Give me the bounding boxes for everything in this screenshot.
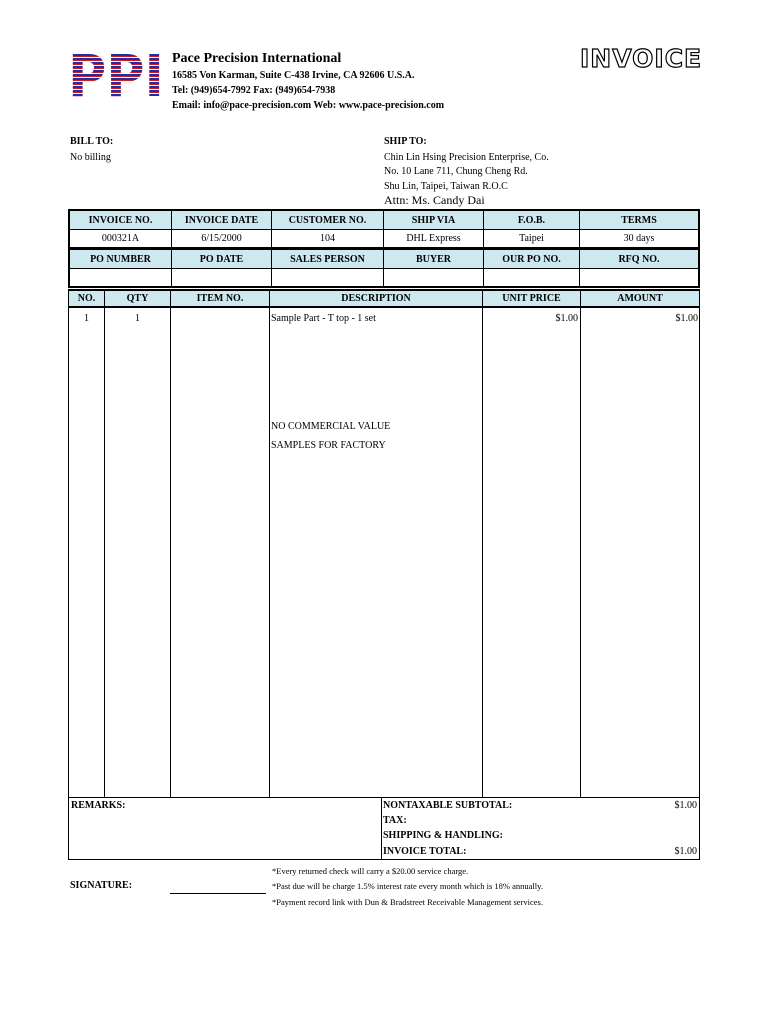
item-qty-cell: 1 <box>135 313 140 324</box>
po-info-table <box>68 248 700 288</box>
header-item-no: ITEM NO. <box>196 292 244 304</box>
footnote-past-due: *Past due will be charge 1.5% interest rate every month which is 18% annually. <box>272 881 543 891</box>
header-no: NO. <box>77 292 96 304</box>
ship-to-line2: No. 10 Lane 711, Chung Cheng Rd. <box>384 166 528 177</box>
invoice-total-label: INVOICE TOTAL: <box>383 846 467 857</box>
value-sales-person <box>272 268 384 286</box>
ship-to-line1: Chin Lin Hsing Precision Enterprise, Co. <box>384 152 549 163</box>
item-description-cell: Sample Part - T top - 1 set <box>271 313 376 324</box>
subtotal-label: NONTAXABLE SUBTOTAL: <box>383 800 513 811</box>
invoice-total-value: $1.00 <box>674 846 697 857</box>
value-our-po-no <box>484 268 580 286</box>
value-fob: Taipei <box>484 229 580 247</box>
company-logo <box>68 50 166 100</box>
header-po-date: PO DATE <box>172 250 272 268</box>
value-rfq-no <box>580 268 698 286</box>
invoice-title: INVOICE <box>580 44 703 73</box>
header-amount: AMOUNT <box>617 292 663 304</box>
header-description: DESCRIPTION <box>341 292 411 304</box>
column-divider <box>269 290 270 797</box>
invoice-info-table <box>68 209 700 249</box>
value-invoice-date: 6/15/2000 <box>172 229 272 247</box>
header-buyer: BUYER <box>384 250 484 268</box>
svg-text:PPI: PPI <box>68 50 164 100</box>
company-name: Pace Precision International <box>172 51 342 66</box>
samples-for-factory-note: SAMPLES FOR FACTORY <box>271 440 386 451</box>
line-items-table <box>68 289 700 798</box>
column-divider <box>104 290 105 797</box>
footnote-payment-record: *Payment record link with Dun & Bradstreet Receivable Management services. <box>272 897 543 907</box>
header-terms: TERMS <box>621 214 657 226</box>
value-invoice-no: 000321A <box>70 229 172 247</box>
value-po-number <box>70 268 172 286</box>
tax-label: TAX: <box>383 815 407 826</box>
value-po-date <box>172 268 272 286</box>
item-no-cell: 1 <box>84 313 89 324</box>
signature-line[interactable] <box>170 893 266 894</box>
column-divider <box>170 290 171 797</box>
totals-divider <box>381 798 382 859</box>
value-customer-no: 104 <box>272 229 384 247</box>
subtotal-value: $1.00 <box>674 800 697 811</box>
header-qty: QTY <box>126 292 149 304</box>
header-ship-via: SHIP VIA <box>384 211 484 229</box>
value-buyer <box>384 268 484 286</box>
totals-section <box>68 797 700 860</box>
header-rfq-no: RFQ NO. <box>618 253 660 265</box>
company-address: 16585 Von Karman, Suite C-438 Irvine, CA 92606 U.S.A. <box>172 70 415 81</box>
ship-to-attn: Attn: Ms. Candy Dai <box>384 193 485 207</box>
signature-label: SIGNATURE: <box>70 880 133 891</box>
bill-to-value: No billing <box>70 152 111 163</box>
header-customer-no: CUSTOMER NO. <box>272 211 384 229</box>
header-our-po-no: OUR PO NO. <box>484 250 580 268</box>
header-invoice-date: INVOICE DATE <box>172 211 272 229</box>
header-invoice-no: INVOICE NO. <box>70 211 172 229</box>
ship-to-line3: Shu Lin, Taipei, Taiwan R.O.C <box>384 181 508 192</box>
bill-to-label: BILL TO: <box>70 136 114 147</box>
company-phone: Tel: (949)654-7992 Fax: (949)654-7938 <box>172 85 336 96</box>
remarks-label: REMARKS: <box>71 800 126 811</box>
value-ship-via: DHL Express <box>384 229 484 247</box>
header-fob: F.O.B. <box>484 211 580 229</box>
no-commercial-value-note: NO COMMERCIAL VALUE <box>271 421 391 432</box>
column-divider <box>482 290 483 797</box>
header-sales-person: SALES PERSON <box>272 250 384 268</box>
header-po-number: PO NUMBER <box>70 250 172 268</box>
footnote-returned-check: *Every returned check will carry a $20.00 service charge. <box>272 866 469 876</box>
item-amount-cell: $1.00 <box>675 313 698 324</box>
item-unit-price-cell: $1.00 <box>555 313 578 324</box>
value-terms: 30 days <box>580 229 698 247</box>
header-unit-price: UNIT PRICE <box>502 292 561 304</box>
ship-to-label: SHIP TO: <box>384 136 427 147</box>
company-contact: Email: info@pace-precision.com Web: www.pace-precision.com <box>172 100 445 111</box>
shipping-label: SHIPPING & HANDLING: <box>383 830 504 841</box>
column-divider <box>580 290 581 797</box>
